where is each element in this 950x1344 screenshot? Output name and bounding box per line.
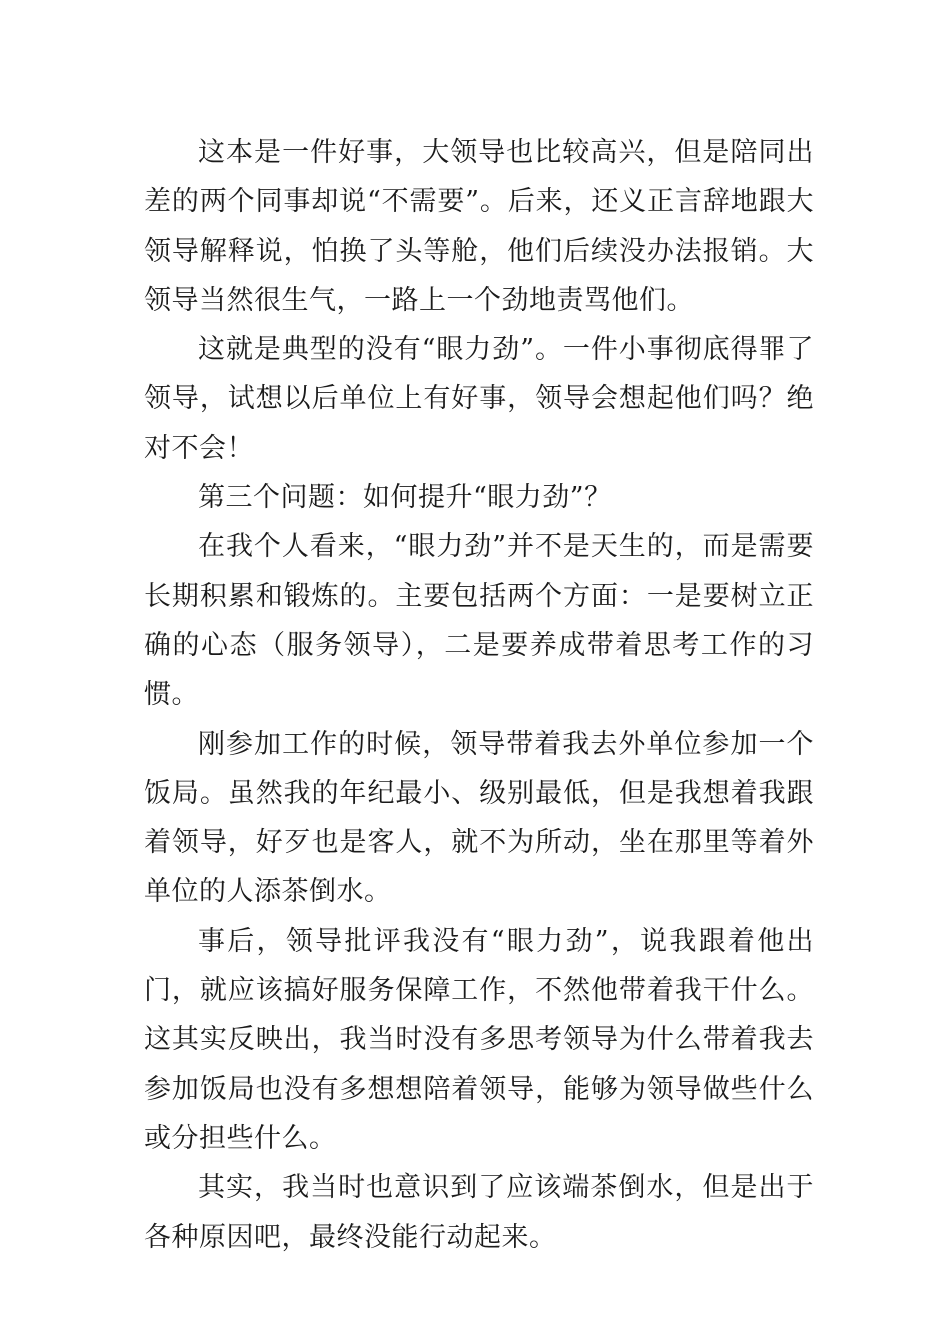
paragraph-3: 在我个人看来，“眼力劲”并不是天生的，而是需要长期积累和锻炼的。主要包括两个方面：一是要树立正确的心态（服务领导），二是要养成带着思考工作的习惯。 (144, 531, 814, 711)
paragraph-4: 刚参加工作的时候，领导带着我去外单位参加一个饭局。虽然我的年纪最小、级别最低，但是我想着我跟着领导，好歹也是客人，就不为所动，坐在那里等着外单位的人添茶倒水。 (144, 728, 814, 908)
paragraph-2: 这就是典型的没有“眼力劲”。一件小事彻底得罪了领导，试想以后单位上有好事，领导会想起他们吗？绝对不会！ (144, 334, 814, 464)
paragraph-5: 事后，领导批评我没有“眼力劲”，说我跟着他出门，就应该搞好服务保障工作，不然他带着我干什么。这其实反映出，我当时没有多思考领导为什么带着我去参加饭局也没有多想想陪着领导，能够为领导做些什么或分担些什么。 (144, 925, 814, 1154)
paragraph-1: 这本是一件好事，大领导也比较高兴，但是陪同出差的两个同事却说“不需要”。后来，还义正言辞地跟大领导解释说，怕换了头等舱，他们后续没办法报销。大领导当然很生气，一路上一个劲地责骂他们。 (144, 137, 814, 316)
section-heading: 第三个问题：如何提升“眼力劲”？ (198, 482, 612, 514)
paragraph-6: 其实，我当时也意识到了应该端茶倒水，但是出于各种原因吧，最终没能行动起来。 (144, 1172, 814, 1253)
document-body (144, 128, 814, 1262)
